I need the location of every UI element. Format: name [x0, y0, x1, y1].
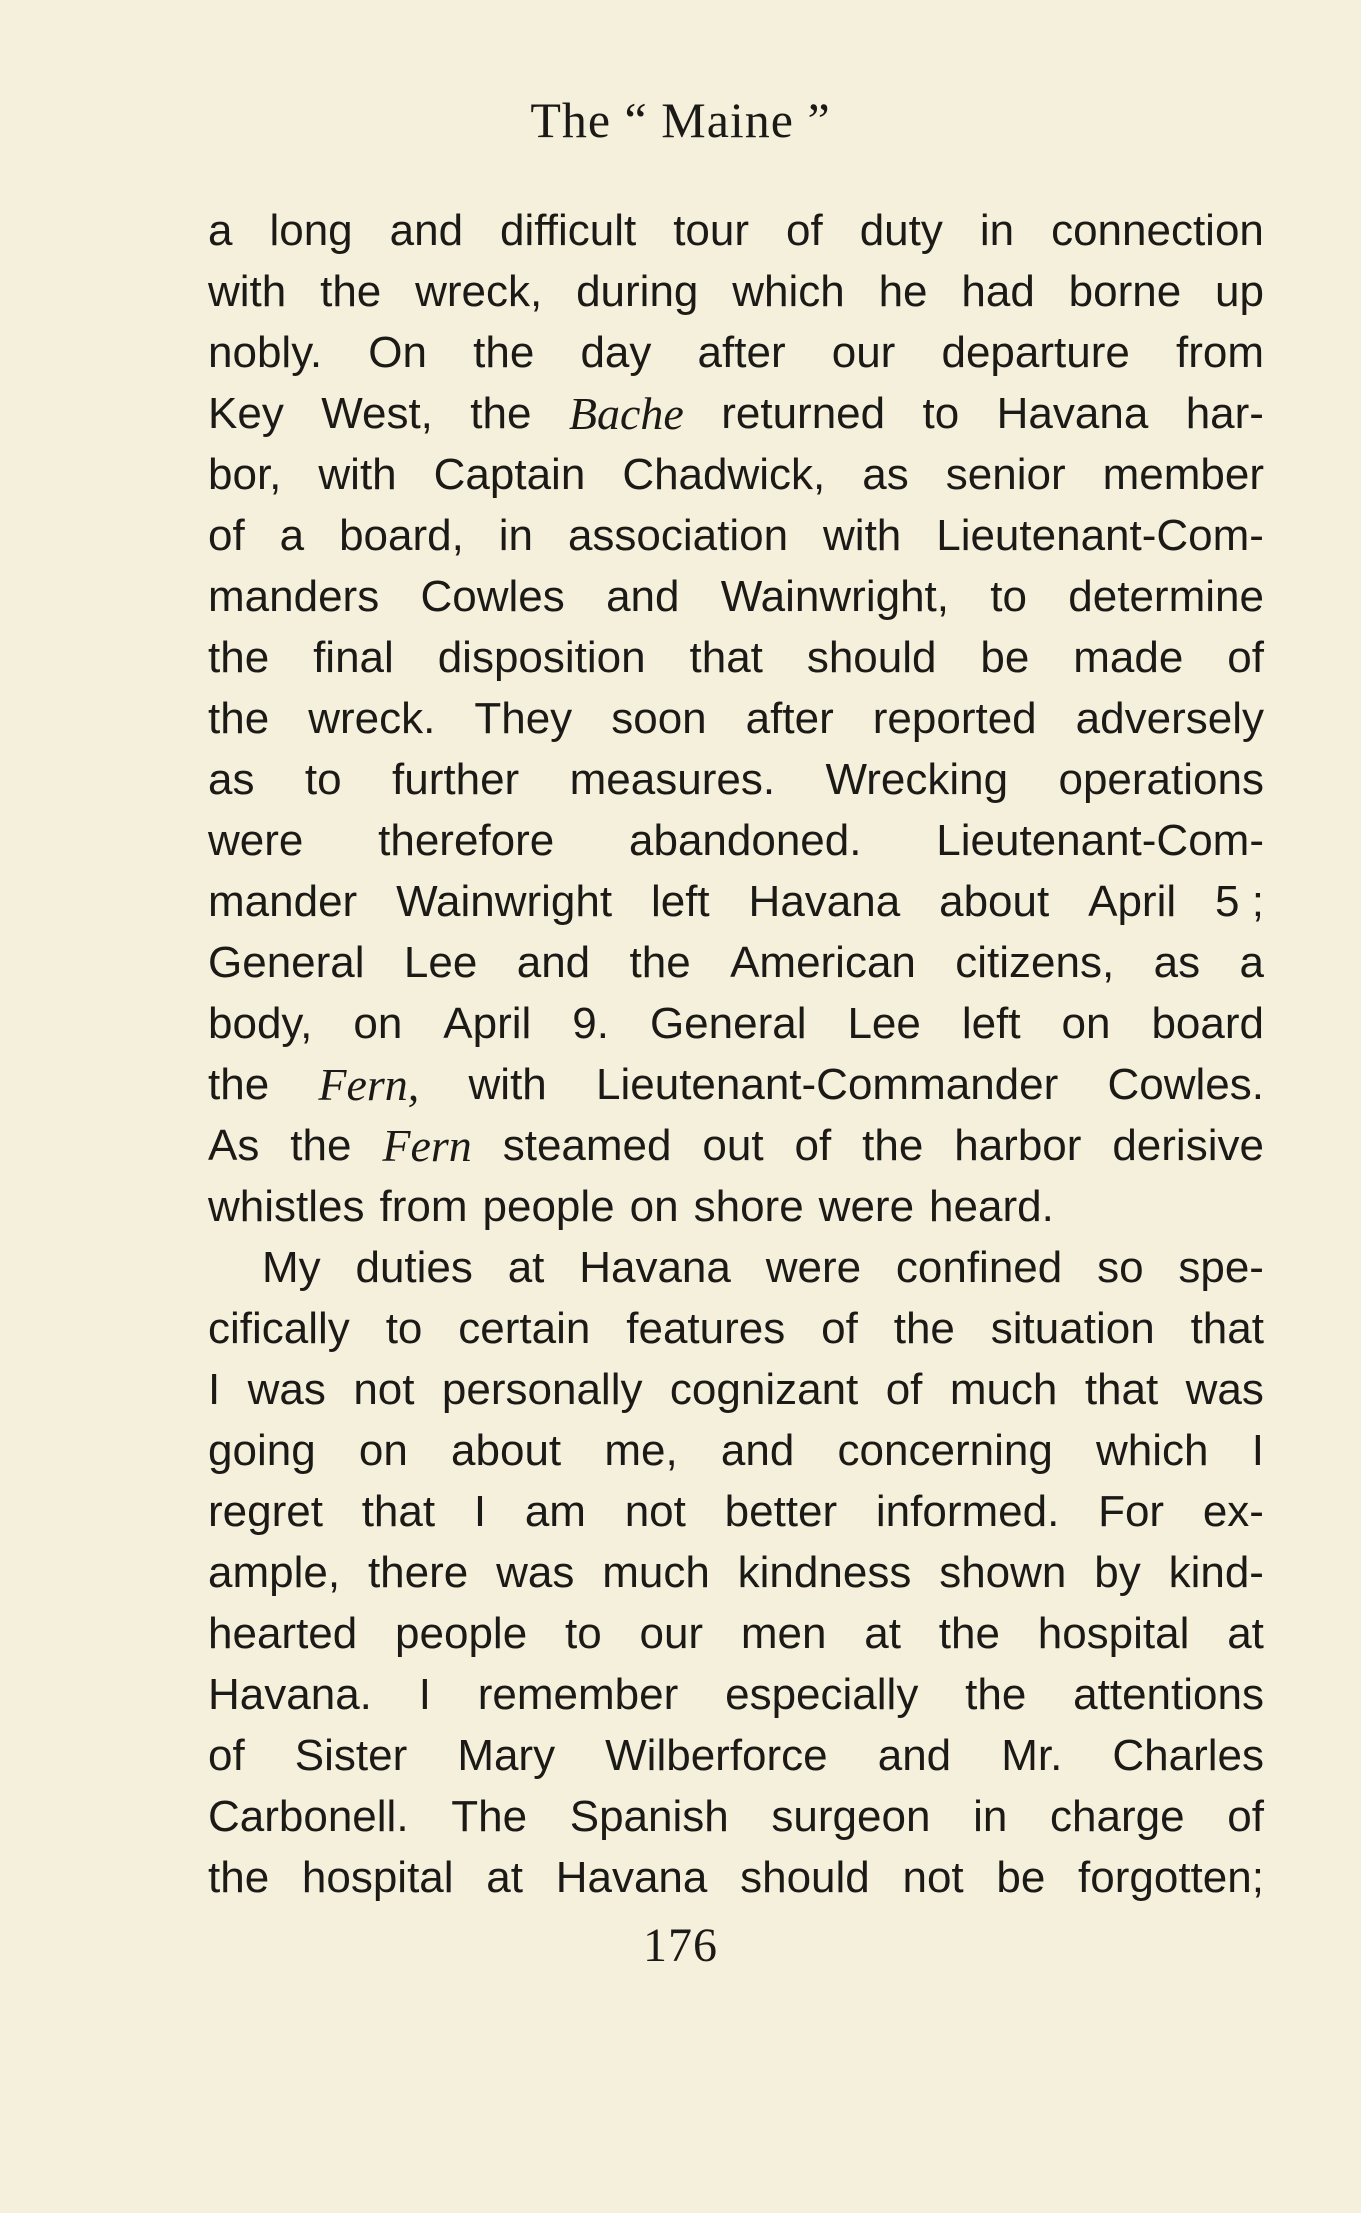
word: nobly.	[208, 328, 323, 377]
word: the	[470, 389, 532, 438]
word: the	[290, 1121, 352, 1170]
text-line	[208, 261, 1264, 322]
word: a	[279, 511, 305, 560]
word: with	[468, 1060, 547, 1109]
word: were	[208, 816, 304, 865]
word: Havana.	[208, 1670, 372, 1719]
word: of	[208, 511, 245, 560]
word: the	[862, 1121, 924, 1170]
word: duties	[355, 1243, 473, 1292]
word: the	[473, 328, 535, 377]
text-line	[208, 1298, 1264, 1359]
text-line	[208, 566, 1264, 627]
word: which	[732, 267, 845, 316]
word: Wainwright	[396, 877, 613, 926]
word: final	[313, 633, 394, 682]
text-line	[208, 810, 1264, 871]
word: Mary	[457, 1731, 556, 1780]
word: tour	[673, 206, 750, 255]
word: informed.	[875, 1487, 1060, 1536]
word: of	[1227, 633, 1264, 682]
word: from	[379, 1182, 468, 1231]
word: the	[208, 633, 270, 682]
word: ex-	[1202, 1487, 1264, 1536]
word: adversely	[1075, 694, 1264, 743]
word: Captain	[433, 450, 586, 499]
text-line	[208, 322, 1264, 383]
word: especially	[725, 1670, 919, 1719]
word: and	[720, 1426, 795, 1475]
word: people	[482, 1182, 615, 1231]
word: board,	[339, 511, 464, 560]
word: Lieutenant-Com-	[936, 816, 1264, 865]
word: after	[745, 694, 834, 743]
word: about	[451, 1426, 562, 1475]
word: men	[740, 1609, 827, 1658]
word: As	[208, 1121, 260, 1170]
text-line	[208, 1115, 1264, 1176]
word: be	[996, 1853, 1046, 1902]
word: hospital	[301, 1853, 454, 1902]
word: reported	[872, 694, 1037, 743]
word: hearted	[208, 1609, 358, 1658]
word: duty	[859, 206, 943, 255]
word: regret	[208, 1487, 323, 1536]
word: April	[443, 999, 532, 1048]
word: that	[361, 1487, 436, 1536]
word: after	[697, 328, 786, 377]
word: determine	[1068, 572, 1264, 621]
word: as	[208, 755, 255, 804]
word: Cowles.	[1107, 1060, 1264, 1109]
word: on	[629, 1182, 679, 1231]
word: which	[1096, 1426, 1209, 1475]
word: Wrecking	[825, 755, 1009, 804]
word: should	[806, 633, 937, 682]
word: senior	[945, 450, 1066, 499]
word: citizens,	[955, 938, 1115, 987]
text-line	[208, 200, 1264, 261]
word: was	[247, 1365, 326, 1414]
word: in	[979, 206, 1015, 255]
word: much	[949, 1365, 1058, 1414]
word: during	[576, 267, 699, 316]
word: The	[451, 1792, 528, 1841]
text-line	[208, 749, 1264, 810]
word: and	[877, 1731, 952, 1780]
text-line	[208, 1847, 1264, 1908]
word: Bache	[568, 388, 684, 439]
word: up	[1215, 267, 1264, 316]
word: 5 ;	[1215, 877, 1264, 926]
text-line	[208, 1481, 1264, 1542]
word: operations	[1058, 755, 1264, 804]
word: in	[973, 1792, 1008, 1841]
word: not	[902, 1853, 964, 1902]
word: returned	[721, 389, 886, 438]
word: kindness	[737, 1548, 912, 1597]
word: me,	[604, 1426, 678, 1475]
word: therefore	[378, 816, 555, 865]
word: on	[353, 999, 403, 1048]
body-text	[208, 200, 1264, 1908]
word: Chadwick,	[622, 450, 826, 499]
word: of	[794, 1121, 832, 1170]
text-line	[208, 993, 1264, 1054]
text-line	[208, 1603, 1264, 1664]
word: with	[823, 511, 902, 560]
word: made	[1073, 633, 1184, 682]
word: the	[320, 267, 382, 316]
word: Charles	[1112, 1731, 1264, 1780]
word: the	[208, 1853, 270, 1902]
word: kind-	[1168, 1548, 1264, 1597]
word: Mr.	[1001, 1731, 1063, 1780]
word: better	[724, 1487, 838, 1536]
word: on	[358, 1426, 408, 1475]
word: and	[389, 206, 464, 255]
word: attentions	[1073, 1670, 1264, 1719]
word: out	[702, 1121, 764, 1170]
word: in	[498, 511, 534, 560]
word: as	[862, 450, 909, 499]
word: Spanish	[569, 1792, 729, 1841]
word: heard.	[929, 1182, 1054, 1231]
word: the	[965, 1670, 1027, 1719]
word: there	[367, 1548, 469, 1597]
text-line	[208, 1359, 1264, 1420]
word: I	[208, 1365, 221, 1414]
word: a	[208, 206, 233, 255]
word: the	[629, 938, 691, 987]
text-line	[208, 505, 1264, 566]
word: so	[1097, 1243, 1144, 1292]
word: to	[304, 755, 342, 804]
word: much	[602, 1548, 710, 1597]
word: charge	[1050, 1792, 1185, 1841]
word: and	[606, 572, 680, 621]
word: cognizant	[669, 1365, 859, 1414]
word: the	[208, 694, 270, 743]
word: soon	[611, 694, 707, 743]
word: of	[1227, 1792, 1264, 1841]
word: had	[961, 267, 1035, 316]
text-line	[208, 444, 1264, 505]
page-number: 176	[643, 1919, 718, 1972]
word: on	[1061, 999, 1111, 1048]
word: bor,	[208, 450, 282, 499]
word: Havana	[555, 1853, 708, 1902]
word: day	[580, 328, 652, 377]
word: har-	[1185, 389, 1264, 438]
word: April	[1088, 877, 1177, 926]
word: surgeon	[771, 1792, 931, 1841]
text-line	[208, 1420, 1264, 1481]
word: On	[368, 328, 427, 377]
text-line	[208, 1664, 1264, 1725]
word: confined	[895, 1243, 1063, 1292]
word: long	[269, 206, 353, 255]
word: cifically	[208, 1304, 350, 1353]
word: borne	[1068, 267, 1182, 316]
word: disposition	[437, 633, 646, 682]
word: wreck.	[308, 694, 436, 743]
word: Lieutenant-Commander	[596, 1060, 1059, 1109]
word: For	[1098, 1487, 1165, 1536]
word: I	[418, 1670, 431, 1719]
word: manders	[208, 572, 380, 621]
word: that	[1084, 1365, 1159, 1414]
text-line	[208, 871, 1264, 932]
word: Havana	[748, 877, 901, 926]
word: Havana	[996, 389, 1149, 438]
word: Lee	[403, 938, 478, 987]
word: Lee	[847, 999, 921, 1048]
text-line	[208, 1054, 1264, 1115]
word: Carbonell.	[208, 1792, 409, 1841]
word: Cowles	[420, 572, 565, 621]
word: a	[1239, 938, 1264, 987]
text-line	[208, 688, 1264, 749]
word: connection	[1051, 206, 1264, 255]
word: 9.	[572, 999, 609, 1048]
word: Fern,	[318, 1059, 420, 1110]
word: with	[318, 450, 397, 499]
word: left	[961, 999, 1021, 1048]
word: was	[496, 1548, 575, 1597]
word: ample,	[208, 1548, 341, 1597]
text-line	[208, 1786, 1264, 1847]
word: that	[1190, 1304, 1264, 1353]
word: General	[208, 938, 365, 987]
word: of	[208, 1731, 245, 1780]
word: remember	[477, 1670, 679, 1719]
word: left	[650, 877, 710, 926]
word: our	[639, 1609, 704, 1658]
word: of	[821, 1304, 858, 1353]
word: member	[1102, 450, 1264, 499]
word: abandoned.	[629, 816, 862, 865]
text-line	[208, 1725, 1264, 1786]
word: were	[765, 1243, 862, 1292]
word: further	[392, 755, 520, 804]
word: Fern	[382, 1120, 472, 1171]
word: Wilberforce	[605, 1731, 828, 1780]
text-line	[208, 1176, 1264, 1237]
word: at	[486, 1853, 523, 1902]
word: association	[567, 511, 789, 560]
word: General	[649, 999, 807, 1048]
word: mander	[208, 877, 358, 926]
word: Sister	[294, 1731, 408, 1780]
word: personally	[441, 1365, 643, 1414]
word: was	[1185, 1365, 1264, 1414]
word: West,	[321, 389, 433, 438]
word: going	[208, 1426, 316, 1475]
word: I	[473, 1487, 487, 1536]
word: departure	[941, 328, 1130, 377]
text-line	[208, 932, 1264, 993]
word: the	[893, 1304, 955, 1353]
running-head: The “ Maine ”	[530, 92, 831, 148]
word: at	[864, 1609, 901, 1658]
word: at	[1227, 1609, 1264, 1658]
word: to	[564, 1609, 602, 1658]
word: harbor	[954, 1121, 1082, 1170]
word: They	[474, 694, 573, 743]
word: hospital	[1037, 1609, 1190, 1658]
word: concerning	[837, 1426, 1053, 1475]
word: be	[980, 633, 1030, 682]
word: and	[516, 938, 591, 987]
word: derisive	[1112, 1121, 1264, 1170]
word: of	[885, 1365, 923, 1414]
word: at	[507, 1243, 545, 1292]
word: forgotten;	[1078, 1853, 1264, 1902]
word: people	[395, 1609, 528, 1658]
word: Key	[208, 389, 284, 438]
word: shore	[693, 1182, 804, 1231]
word: difficult	[500, 206, 637, 255]
word: about	[939, 877, 1050, 926]
word: measures.	[569, 755, 776, 804]
word: not	[624, 1487, 686, 1536]
word: by	[1094, 1548, 1141, 1597]
word: spe-	[1178, 1243, 1264, 1292]
word: situation	[990, 1304, 1155, 1353]
word: wreck,	[415, 267, 543, 316]
word: I	[1251, 1426, 1264, 1475]
word: body,	[208, 999, 313, 1048]
word: Lieutenant-Com-	[936, 511, 1264, 560]
word: steamed	[502, 1121, 672, 1170]
word: that	[689, 633, 763, 682]
word: should	[740, 1853, 870, 1902]
word: features	[626, 1304, 786, 1353]
word: certain	[458, 1304, 591, 1353]
word: Wainwright,	[720, 572, 949, 621]
text-line	[208, 383, 1264, 444]
word: of	[786, 206, 823, 255]
word: board	[1151, 999, 1264, 1048]
word: Havana	[579, 1243, 731, 1292]
word: he	[878, 267, 928, 316]
word: from	[1175, 328, 1264, 377]
text-line	[208, 627, 1264, 688]
word: My	[262, 1243, 321, 1292]
word: our	[831, 328, 896, 377]
word: with	[208, 267, 287, 316]
text-line	[208, 1542, 1264, 1603]
word: were	[818, 1182, 915, 1231]
word: to	[922, 389, 960, 438]
word: the	[208, 1060, 270, 1109]
word: the	[938, 1609, 1000, 1658]
word: as	[1153, 938, 1201, 987]
word: am	[524, 1487, 586, 1536]
word: shown	[939, 1548, 1067, 1597]
word: whistles	[208, 1182, 365, 1231]
word: American	[730, 938, 916, 987]
word: not	[353, 1365, 415, 1414]
word: to	[990, 572, 1027, 621]
text-line	[208, 1237, 1264, 1298]
word: to	[385, 1304, 423, 1353]
